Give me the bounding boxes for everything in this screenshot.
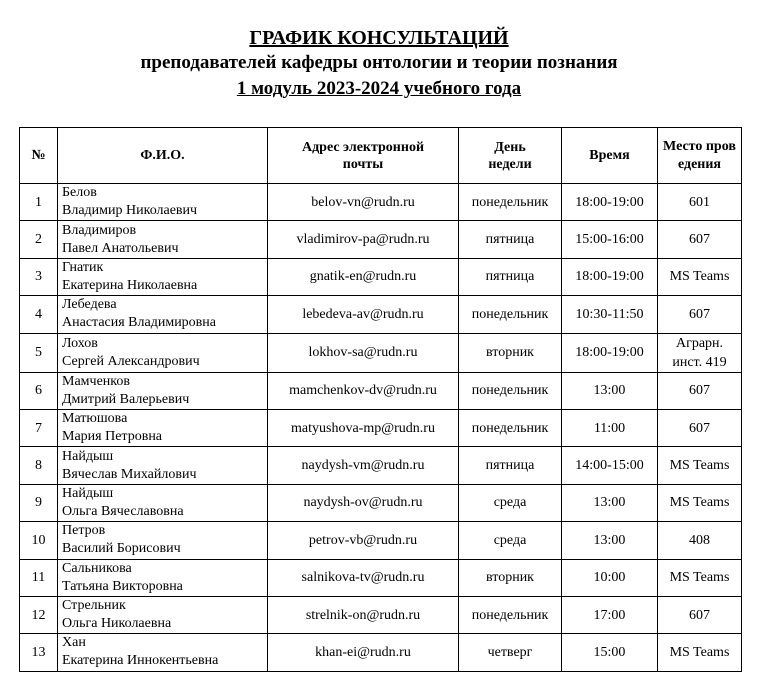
row-fio [58, 484, 268, 521]
row-given-names: Василий Борисович [62, 541, 181, 557]
document-title: ГРАФИК КОНСУЛЬТАЦИЙ [249, 27, 509, 49]
row-fio [58, 559, 268, 596]
row-time: 13:00 [562, 484, 658, 521]
row-fio [58, 372, 268, 409]
row-place: Аграрн. инст. 419 [658, 333, 742, 372]
row-day: вторник [459, 333, 562, 372]
row-number: 3 [20, 258, 58, 295]
row-given-names: Анастасия Владимировна [62, 315, 216, 331]
table-row [20, 372, 742, 409]
row-surname: Петров [62, 523, 106, 539]
row-email: vladimirov-pa@rudn.ru [268, 221, 459, 258]
row-given-names: Екатерина Николаевна [62, 277, 198, 293]
row-time: 18:00-19:00 [562, 258, 658, 295]
row-surname: Гнатик [62, 259, 104, 275]
table-row [20, 447, 742, 484]
row-number: 2 [20, 221, 58, 258]
document-period: 1 модуль 2023-2024 учебного года [236, 78, 522, 99]
table-row [20, 596, 742, 633]
row-email: khan-ei@rudn.ru [268, 634, 459, 671]
header-day: День недели [459, 128, 562, 184]
row-number: 7 [20, 409, 58, 446]
row-fio [58, 333, 268, 372]
row-given-names: Владимир Николаевич [62, 203, 198, 219]
table-body [20, 184, 742, 672]
row-place: MS Teams [658, 447, 742, 484]
table-row [20, 559, 742, 596]
row-time: 10:00 [562, 559, 658, 596]
header-fio: Ф.И.О. [58, 128, 268, 184]
header-time: Время [562, 128, 658, 184]
header-place: Место проведения [658, 128, 742, 184]
row-surname: Лохов [62, 335, 98, 351]
row-fio [58, 596, 268, 633]
table-row [20, 221, 742, 258]
row-fio [58, 221, 268, 258]
row-number: 10 [20, 522, 58, 559]
row-time: 18:00-19:00 [562, 184, 658, 221]
table-row [20, 258, 742, 295]
row-email: lokhov-sa@rudn.ru [268, 333, 459, 372]
row-time: 15:00 [562, 634, 658, 671]
row-place: 607 [658, 372, 742, 409]
row-place: 607 [658, 596, 742, 633]
row-surname: Владимиров [62, 222, 137, 238]
row-place: MS Teams [658, 559, 742, 596]
row-place: 607 [658, 296, 742, 333]
row-time: 18:00-19:00 [562, 333, 658, 372]
row-time: 13:00 [562, 372, 658, 409]
row-day: понедельник [459, 372, 562, 409]
row-day: понедельник [459, 596, 562, 633]
row-surname: Мамченков [62, 373, 130, 389]
row-surname: Найдыш [62, 448, 114, 464]
row-given-names: Ольга Вячеславовна [62, 503, 184, 519]
row-number: 9 [20, 484, 58, 521]
row-day: среда [459, 522, 562, 559]
row-email: petrov-vb@rudn.ru [268, 522, 459, 559]
row-day: понедельник [459, 184, 562, 221]
table-header-row [20, 128, 742, 184]
row-email: naydysh-vm@rudn.ru [268, 447, 459, 484]
row-email: salnikova-tv@rudn.ru [268, 559, 459, 596]
row-given-names: Вячеслав Михайлович [62, 466, 197, 482]
row-day: пятница [459, 258, 562, 295]
row-day: пятница [459, 447, 562, 484]
row-number: 4 [20, 296, 58, 333]
row-surname: Найдыш [62, 485, 114, 501]
table-row [20, 522, 742, 559]
row-email: gnatik-en@rudn.ru [268, 258, 459, 295]
row-email: belov-vn@rudn.ru [268, 184, 459, 221]
row-given-names: Татьяна Викторовна [62, 578, 183, 594]
row-place: MS Teams [658, 258, 742, 295]
row-place: MS Teams [658, 634, 742, 671]
document-subtitle: преподавателей кафедры онтологии и теории познания [140, 52, 618, 73]
row-number: 8 [20, 447, 58, 484]
row-time: 10:30-11:50 [562, 296, 658, 333]
row-place: 607 [658, 221, 742, 258]
row-email: matyushova-mp@rudn.ru [268, 409, 459, 446]
row-place: 607 [658, 409, 742, 446]
row-given-names: Павел Анатольевич [62, 240, 179, 256]
row-fio [58, 447, 268, 484]
row-email: mamchenkov-dv@rudn.ru [268, 372, 459, 409]
row-given-names: Дмитрий Валерьевич [62, 391, 190, 407]
row-number: 6 [20, 372, 58, 409]
table-row [20, 333, 742, 372]
row-given-names: Екатерина Иннокентьевна [62, 653, 219, 669]
row-day: вторник [459, 559, 562, 596]
row-place: 601 [658, 184, 742, 221]
table-row [20, 184, 742, 221]
row-number: 12 [20, 596, 58, 633]
row-fio [58, 522, 268, 559]
row-surname: Белов [62, 185, 97, 201]
row-day: понедельник [459, 296, 562, 333]
row-surname: Хан [62, 635, 86, 651]
table-row [20, 634, 742, 671]
row-time: 13:00 [562, 522, 658, 559]
row-day: пятница [459, 221, 562, 258]
table-row [20, 296, 742, 333]
row-fio [58, 634, 268, 671]
row-surname: Матюшова [62, 411, 128, 427]
row-number: 11 [20, 559, 58, 596]
row-number: 13 [20, 634, 58, 671]
row-day: понедельник [459, 409, 562, 446]
row-email: lebedeva-av@rudn.ru [268, 296, 459, 333]
row-time: 17:00 [562, 596, 658, 633]
row-email: strelnik-on@rudn.ru [268, 596, 459, 633]
row-given-names: Ольга Николаевна [62, 616, 172, 632]
header-email: Адрес электронной почты [268, 128, 459, 184]
row-fio [58, 296, 268, 333]
row-fio [58, 409, 268, 446]
row-day: среда [459, 484, 562, 521]
row-time: 15:00-16:00 [562, 221, 658, 258]
row-time: 14:00-15:00 [562, 447, 658, 484]
row-number: 5 [20, 333, 58, 372]
row-surname: Стрельник [62, 598, 126, 614]
table-row [20, 409, 742, 446]
document-header [0, 26, 758, 102]
row-fio [58, 258, 268, 295]
row-surname: Лебедева [62, 297, 117, 313]
header-num: № [20, 128, 58, 184]
row-number: 1 [20, 184, 58, 221]
row-place: MS Teams [658, 484, 742, 521]
row-place: 408 [658, 522, 742, 559]
row-time: 11:00 [562, 409, 658, 446]
consultation-schedule-table [19, 127, 742, 672]
table-row [20, 484, 742, 521]
row-surname: Сальникова [62, 560, 132, 576]
row-given-names: Мария Петровна [62, 429, 163, 445]
row-email: naydysh-ov@rudn.ru [268, 484, 459, 521]
row-fio [58, 184, 268, 221]
row-given-names: Сергей Александрович [62, 353, 200, 369]
row-day: четверг [459, 634, 562, 671]
